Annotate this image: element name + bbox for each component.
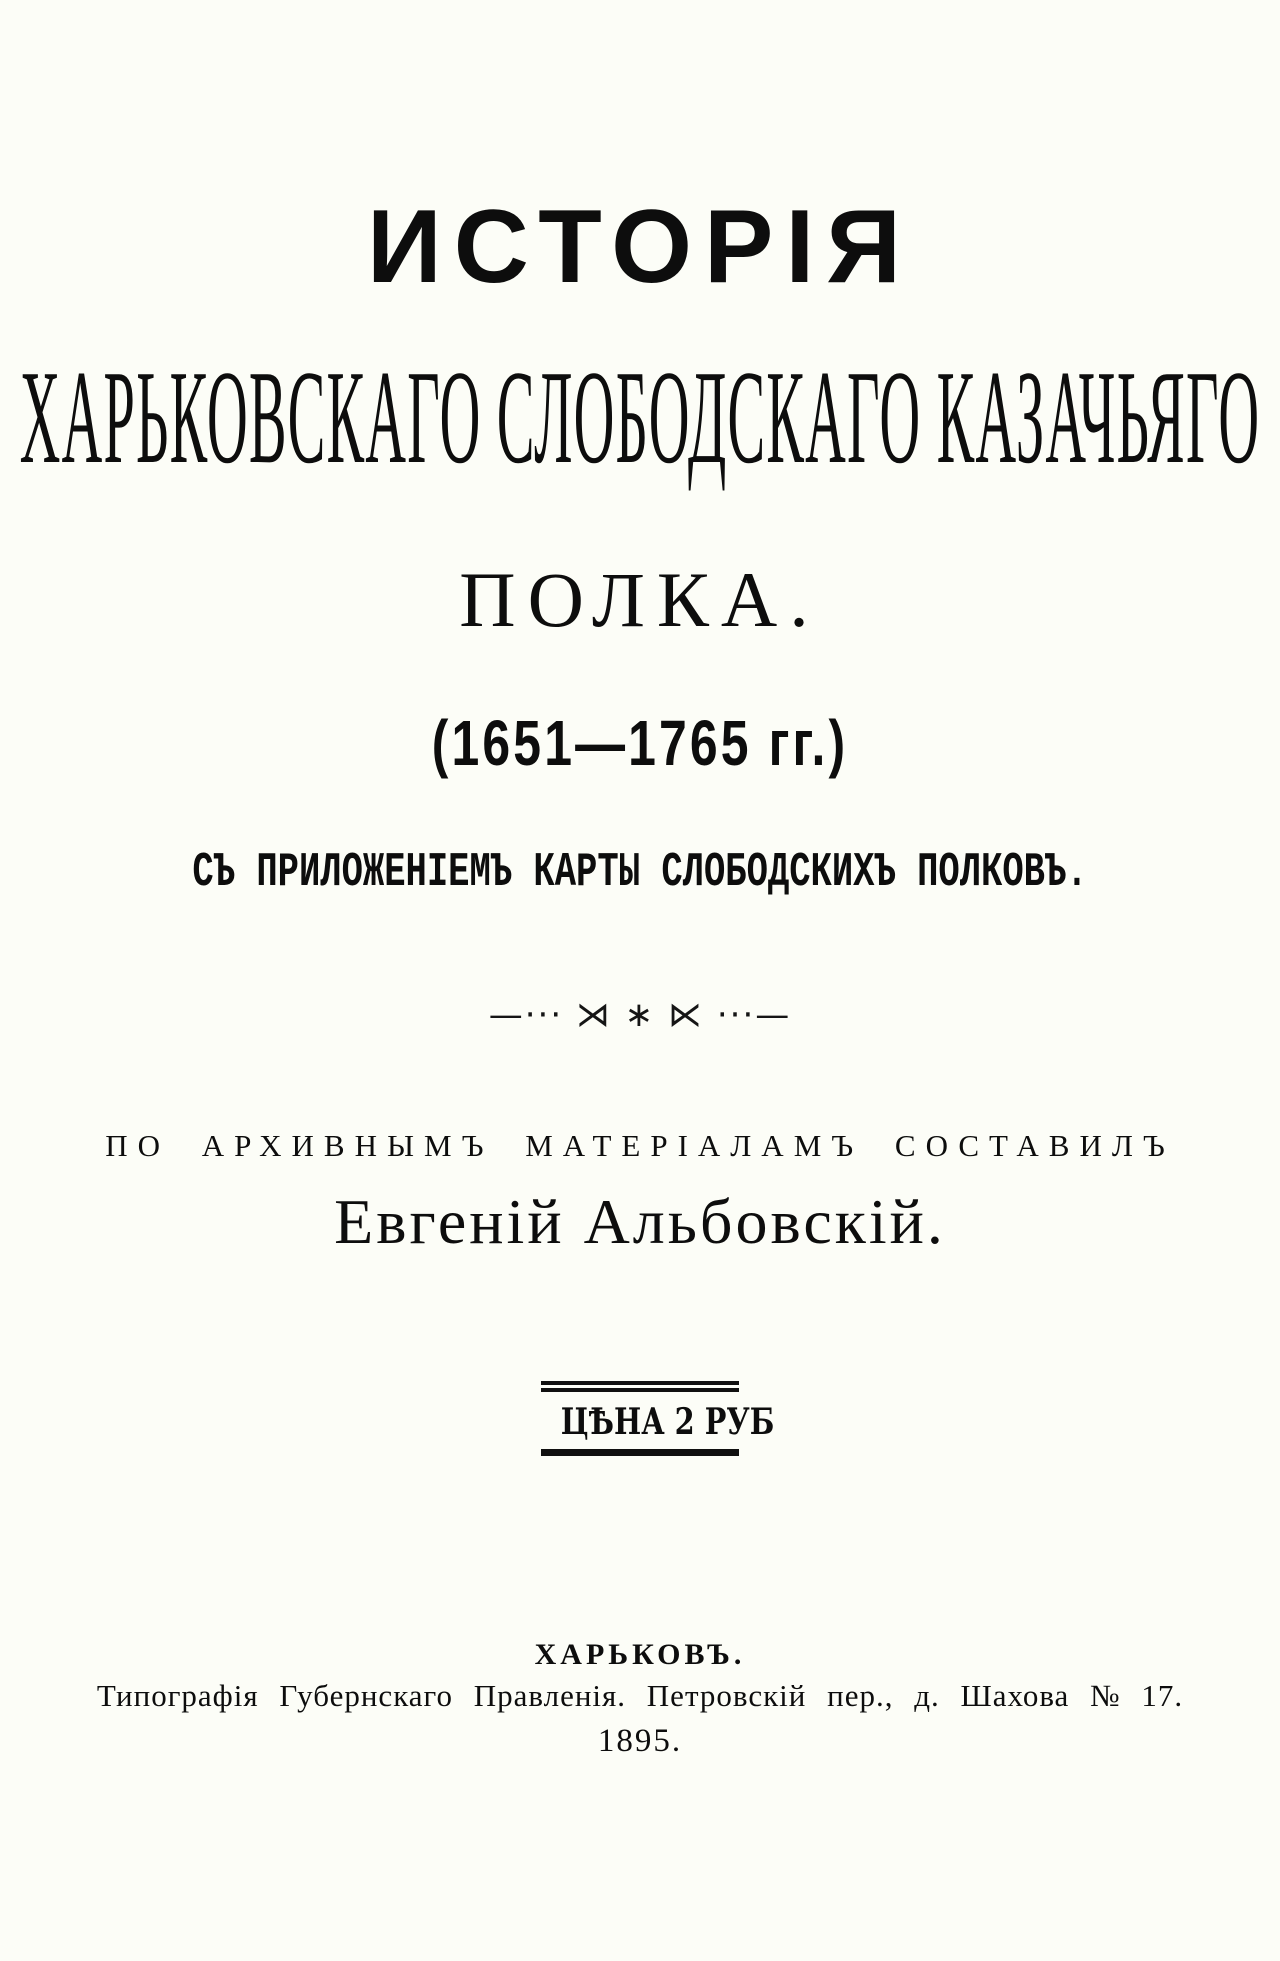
book-subtitle-regiment-name: ХАРЬКОВСКАГО СЛОБОДСКАГО КАЗАЧЬЯГО <box>19 343 1261 491</box>
book-subtitle-polka: ПОЛКА. <box>459 556 821 643</box>
imprint-year: 1895. <box>597 1723 683 1759</box>
book-main-title: ИСТОРІЯ <box>366 189 914 305</box>
imprint-publisher: Типографія Губернскаго Правленія. Петровскій пер., д. Шахова № 17. <box>96 1678 1184 1713</box>
price-box <box>541 1381 775 1456</box>
author-name: Евгеній Альбовскій. <box>334 1186 946 1257</box>
ornament-divider-icon: —··· ⋊ ∗ ⋉ ···— <box>488 995 792 1035</box>
book-years-range: (1651—1765 гг.) <box>431 707 849 779</box>
book-appendix-note: СЪ ПРИЛОЖЕНІЕМЪ КАРТЫ СЛОБОДСКИХЪ ПОЛКОВЪ. <box>192 846 1088 900</box>
price-label: ЦѢНА 2 РУБ <box>560 1401 775 1443</box>
imprint-city: ХАРЬКОВЪ. <box>534 1638 746 1671</box>
compiled-from-archives-note: ПО АРХИВНЫМЪ МАТЕРІАЛАМЪ СОСТАВИЛЪ <box>105 1128 1175 1163</box>
